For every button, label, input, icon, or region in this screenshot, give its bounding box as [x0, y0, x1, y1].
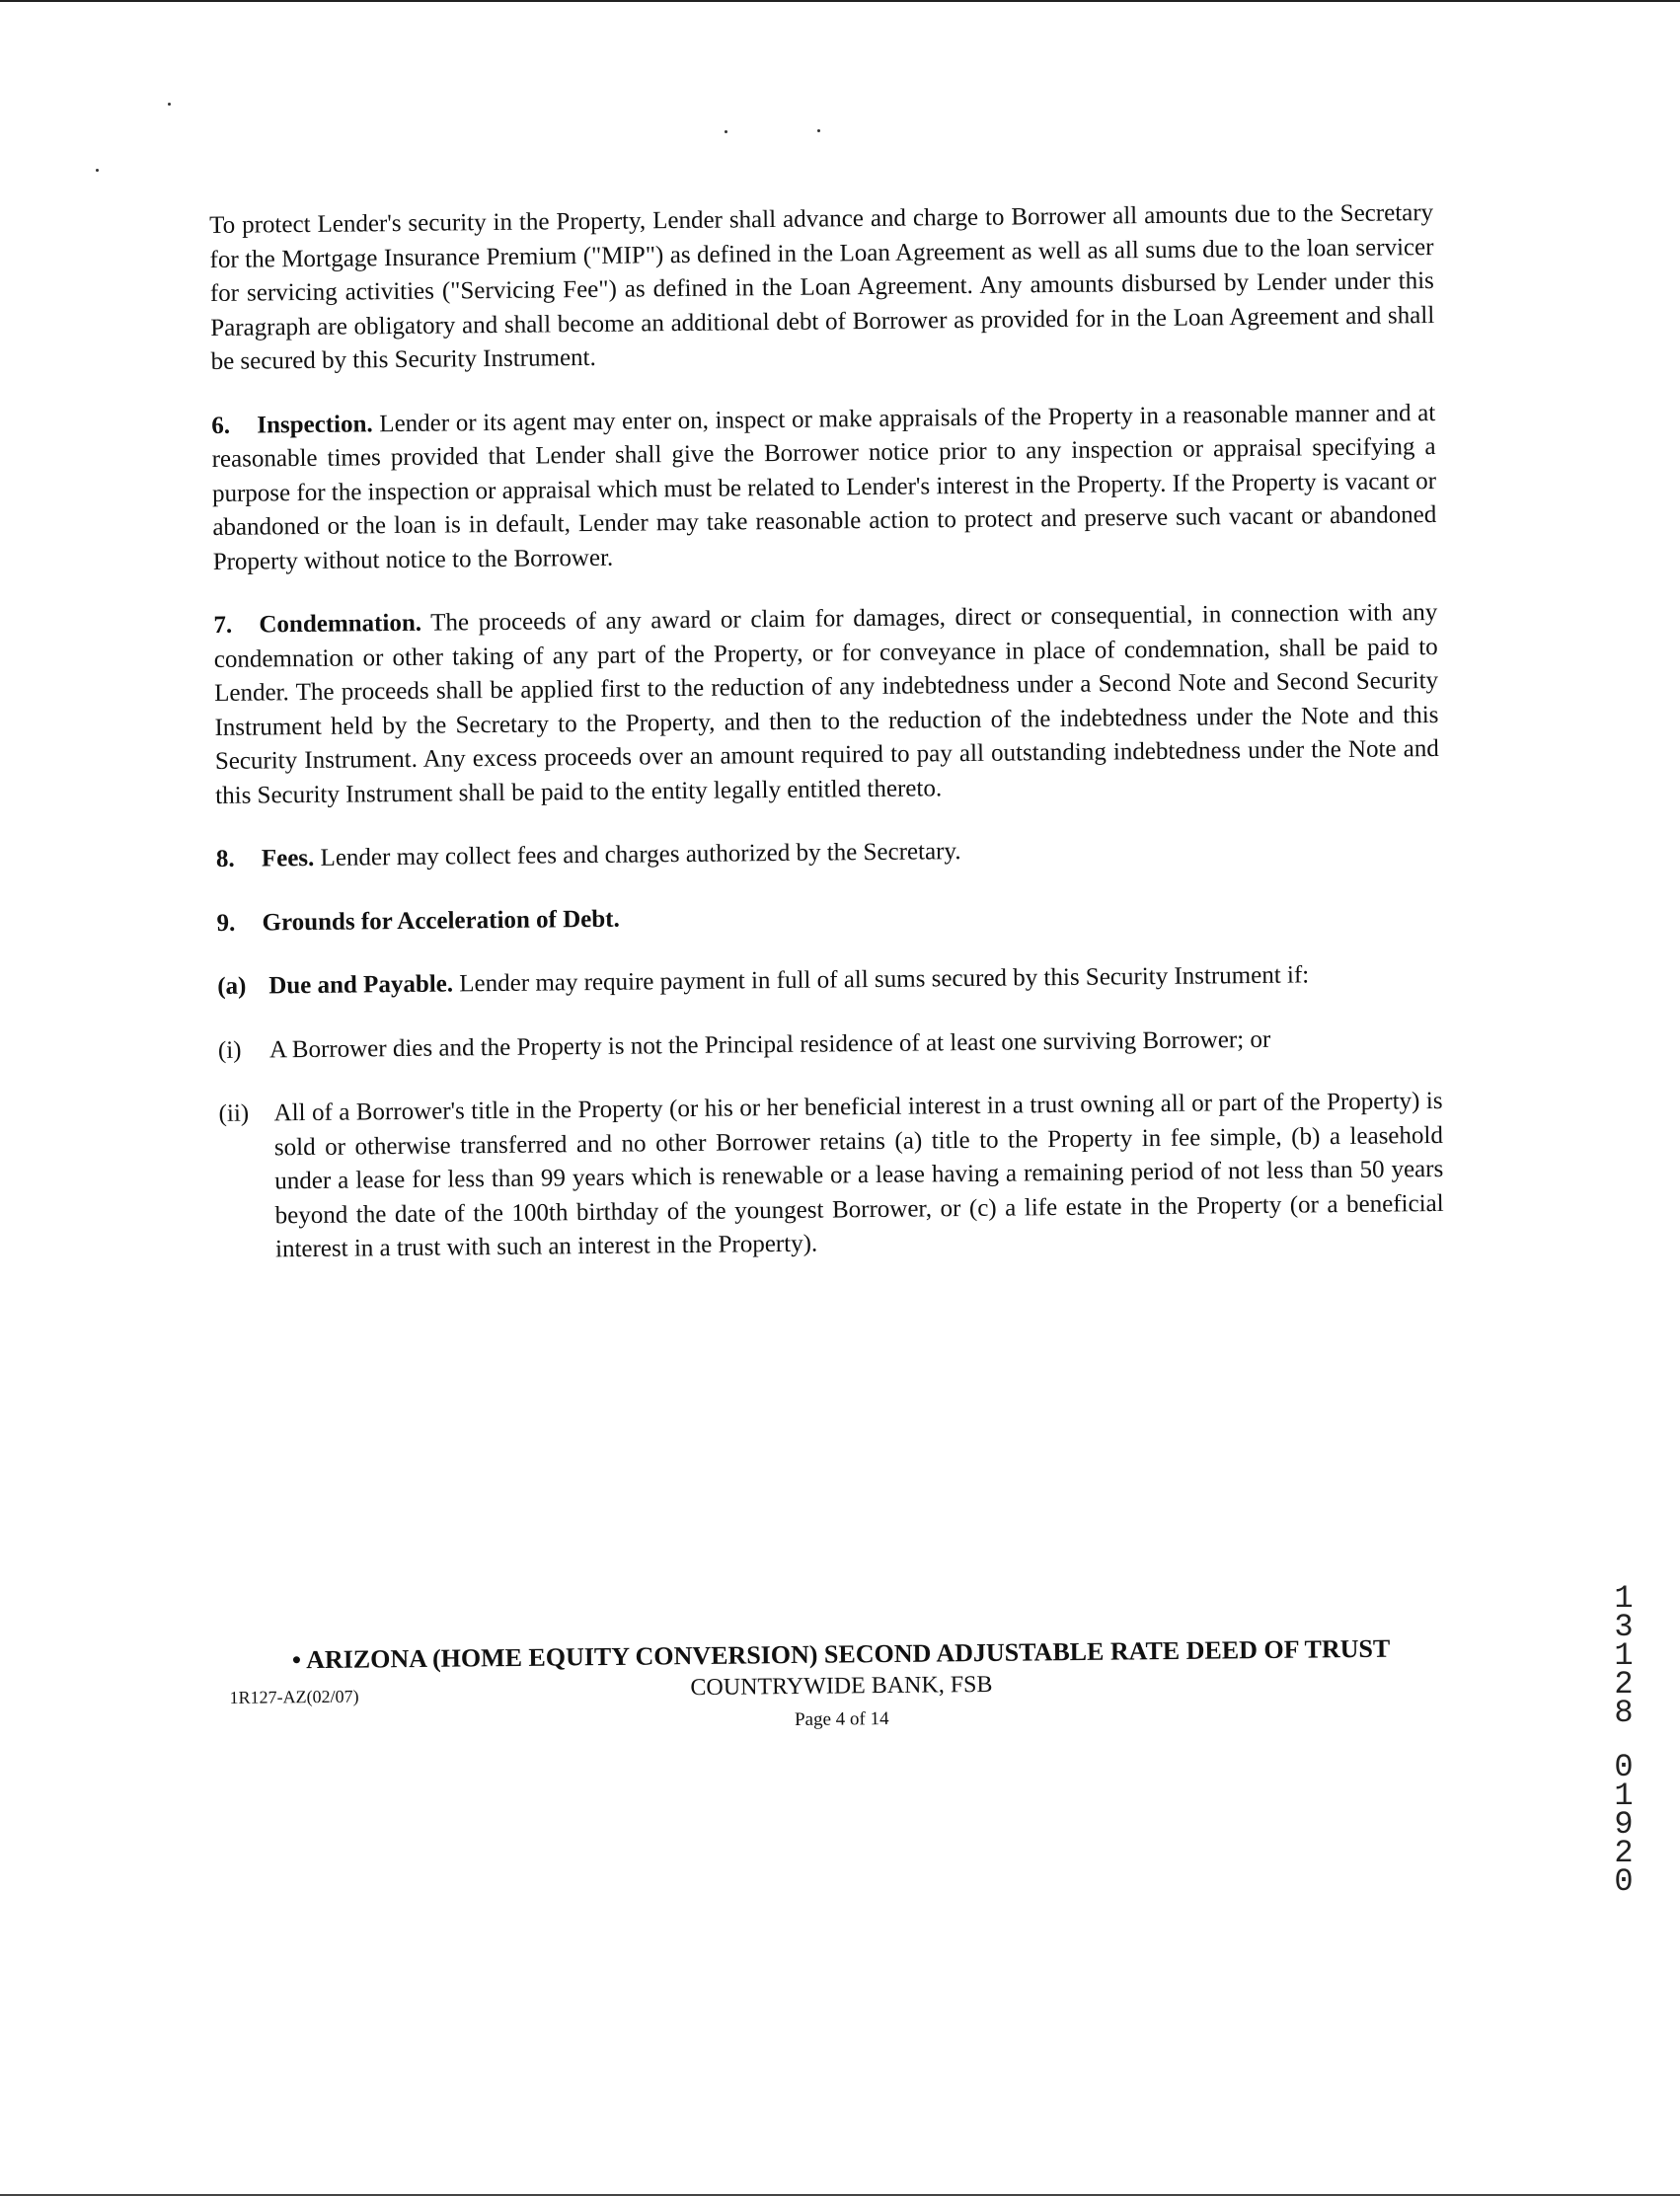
section-7-condemnation [213, 596, 1439, 813]
section-text: Lender or its agent may enter on, inspect or make appraisals of the Property in a reasonable manner and at reasonable times provided that Lender shall give the Borrower notice prior to any inspection or appraisal specifying a purpose for the inspection or appraisal which must be related to Lender's interest in the Property. If the Property is vacant or abandoned or the loan is in default, Lender may take reasonable action to protect and preserve such vacant or abandoned Property without notice to the Borrower. [211, 399, 1437, 575]
bank-name: COUNTRYWIDE BANK, FSB [690, 1671, 993, 1702]
section-text: Lender may collect fees and charges authorized by the Secretary. [320, 838, 961, 871]
scan-speck [817, 129, 820, 132]
document-footer [229, 1633, 1454, 1737]
scan-speck [725, 130, 727, 133]
page-number: Page 4 of 14 [794, 1708, 889, 1731]
scan-edge-top [0, 0, 1680, 2]
stamp-digit: 8 [1614, 1695, 1634, 1731]
stamp-digit: 0 [1614, 1863, 1634, 1900]
clause-text: A Borrower dies and the Property is not the Principal residence of at least one surviving Borrower; or [268, 1025, 1271, 1063]
section-number: 7. [213, 611, 233, 639]
clause-label: (i) [217, 1036, 242, 1064]
section-text: The proceeds of any award or claim for damages, direct or consequential, in connection with any condemnation or other taking of any part of the Property, or for conveyance in place of condemnation, shall be paid to Lender. The proceeds shall be applied first to the reduction of any indebtedness under a Second Note and Second Security Instrument held by the Secretary to the Property, and then to the reduction of the indebtedness under the Note and this Security Instrument. Any excess proceeds over an amount required to pay all outstanding indebtedness under the Note and this Security Instrument shall be paid to the entity legally entitled thereto. [213, 598, 1439, 809]
intro-paragraph: To protect Lender's security in the Property, Lender shall advance and charge to Borrower all amounts due to the Secretary for the Mortgage Insurance Premium ("MIP") as defined in the Loan Agreement as well as all sums due to the loan servicer for servicing activities ("Servicing Fee") as defined in the Loan Agreement. Any amounts disbursed by Lender under this Paragraph are obligatory and shall become an additional debt of Borrower as provided for in the Loan Agreement and shall be secured by this Security Instrument. [209, 199, 1435, 375]
stamp-digit: 0 [1614, 1749, 1634, 1785]
subsection-9a-due-and-payable [217, 957, 1441, 1004]
recording-number-stamp [1609, 1580, 1639, 1900]
scan-speck [96, 169, 99, 172]
stamp-digit: 3 [1614, 1609, 1634, 1645]
clause-9a-ii [218, 1085, 1444, 1267]
stamp-digit: 2 [1614, 1835, 1634, 1871]
subsection-text: Lender may require payment in full of all sums secured by this Security Instrument if: [459, 961, 1310, 998]
section-9-acceleration [216, 893, 1440, 940]
clause-9a-i [218, 1021, 1442, 1067]
subsection-label: (a) [217, 972, 247, 1000]
bullet-glyph: • [291, 1645, 302, 1675]
stamp-digit: 9 [1614, 1806, 1634, 1843]
stamp-digit: 1 [1614, 1637, 1634, 1674]
form-code: 1R127-AZ(02/07) [229, 1686, 359, 1707]
form-title-text: ARIZONA (HOME EQUITY CONVERSION) SECOND ADJUSTABLE RATE DEED OF TRUST [305, 1633, 1391, 1675]
scan-speck [168, 103, 171, 106]
document-body [209, 196, 1444, 1297]
stamp-digit: 1 [1614, 1778, 1634, 1814]
stamp-digit: 2 [1614, 1666, 1634, 1703]
section-8-fees [216, 830, 1440, 876]
section-heading: Fees. [261, 844, 315, 872]
subsection-heading: Due and Payable. [268, 970, 454, 1000]
section-6-inspection [211, 397, 1437, 579]
clause-text: All of a Borrower's title in the Property (or his or her beneficial interest in a trust owning all or part of the Property) is sold or otherwise transferred and no other Borrower retains (a) title to the Property in fee simple, (b) a leasehold under a lease for less than 99 years which is renewable or a lease having a remaining period of not less than 50 years beyond the date of the 100th birthday of the youngest Borrower, or (c) a life estate in the Property (or a beneficial interest in a trust with such an interest in the Property). [273, 1087, 1444, 1263]
clause-label: (ii) [218, 1099, 250, 1127]
section-number: 8. [215, 845, 235, 872]
section-heading: Grounds for Acceleration of Debt. [262, 905, 620, 936]
section-number: 6. [211, 412, 231, 439]
section-number: 9. [216, 909, 236, 937]
section-heading: Condemnation. [259, 609, 422, 639]
stamp-digit: 1 [1614, 1580, 1634, 1617]
section-heading: Inspection. [257, 410, 373, 439]
